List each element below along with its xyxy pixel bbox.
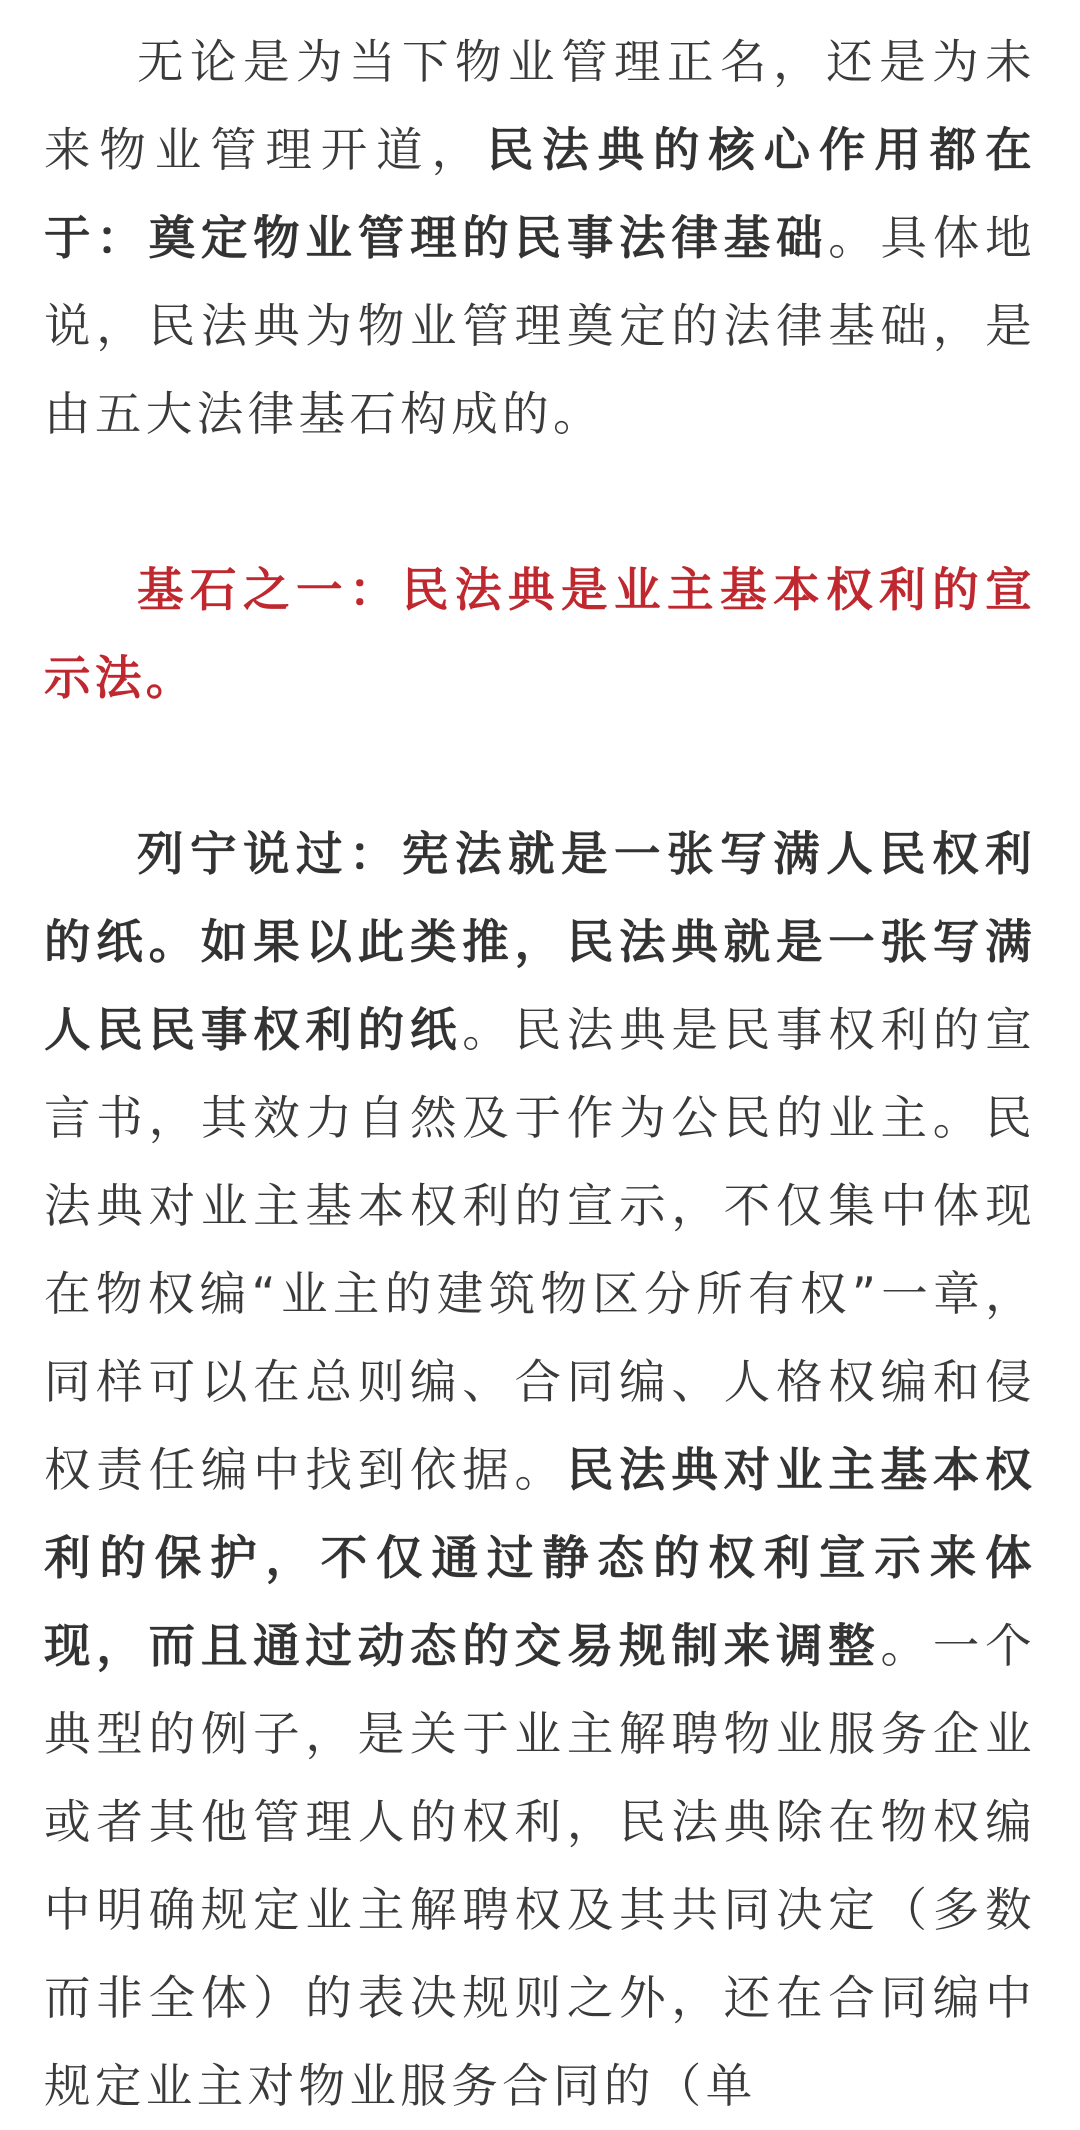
paragraph-lenin-text: 。民法典是民事权利的宣言书，其效力自然及于作为公民的业主。民法典对业主基本权利的宣示，不仅集中体现在物权编“业主的建筑物区分所有权”一章，同样可以在总则编、合同编、人格权编和侵权责任编中找到依据。 — [44, 1003, 1036, 1497]
paragraph-lenin-bold-quote: 列宁说过：宪法就是一张写满人民权利的纸。如果以此类推，民法典就是一张写满人民民事权利的纸 — [44, 827, 1036, 1057]
paragraph-intro — [44, 0, 1036, 458]
section-heading — [44, 546, 1036, 722]
section-heading-text: 基石之一：民法典是业主基本权利的宣示法。 — [44, 563, 1036, 705]
paragraph-intro-text: 无论是为当下物业管理正名，还是为未来物业管理开道， — [44, 35, 1036, 177]
paragraph-lenin — [44, 810, 1036, 2130]
paragraph-lenin-text-end: 。一个典型的例子，是关于业主解聘物业服务企业或者其他管理人的权利，民法典除在物权编中明确规定业主解聘权及其共同决定（多数而非全体）的表决规则之外，还在合同编中规定业主对物业服务合同的（单 — [44, 1619, 1036, 2113]
paragraph-intro-bold: 民法典的核心作用都在于：奠定物业管理的民事法律基础 — [44, 123, 1037, 265]
paragraph-lenin-bold-protection: 民法典对业主基本权利的保护，不仅通过静态的权利宣示来体现，而且通过动态的交易规制来调整 — [44, 1443, 1036, 1673]
paragraph-intro-text-end: 。具体地说，民法典为物业管理奠定的法律基础，是由五大法律基石构成的。 — [44, 211, 1036, 441]
